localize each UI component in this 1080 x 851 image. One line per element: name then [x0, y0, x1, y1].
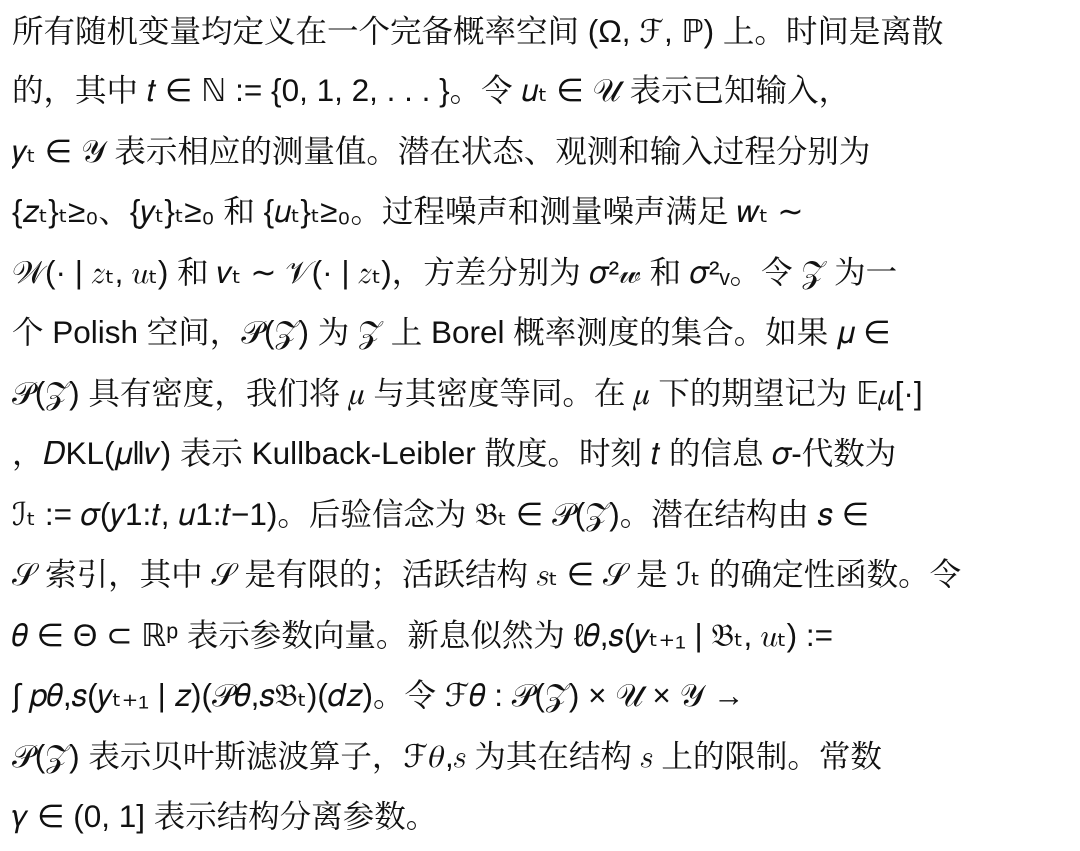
line-text: {𝑧ₜ}ₜ≥₀、{𝑦ₜ}ₜ≥₀ 和 {𝑢ₜ}ₜ≥₀。过程噪声和测量噪声满足 𝑤ₜ ∼: [12, 193, 804, 229]
line-text: 的，其中 𝑡 ∈ ℕ := {0, 1, 2, . . . }。令 𝑢ₜ ∈ 𝒰 表示已知输入，: [12, 72, 851, 108]
line-text: 𝒲(· | 𝑧ₜ, 𝑢ₜ) 和 𝑣ₜ ∼ 𝒱(· | 𝑧ₜ)，方差分别为 𝜎²𝓌 和 𝜎²ᵥ。令 𝒵 为一: [12, 253, 898, 290]
text-line: [12, 302, 1066, 363]
text-line: [12, 544, 1066, 605]
text-line: [12, 786, 1066, 847]
text-line: [12, 423, 1066, 484]
notation-paragraph: [12, 2, 1066, 847]
line-text: 𝒫(𝒵) 表示贝叶斯滤波算子，ℱ𝜃,𝑠 为其在结构 𝑠 上的限制。常数: [12, 737, 882, 774]
line-text: 𝛾 ∈ (0, 1] 表示结构分离参数。: [12, 798, 438, 834]
text-line: [12, 2, 1066, 60]
text-line: [12, 121, 1066, 182]
line-text: 所有随机变量均定义在一个完备概率空间 (Ω, ℱ, ℙ) 上。时间是离散: [12, 13, 944, 49]
line-text: 𝒫(𝒵) 具有密度，我们将 𝜇 与其密度等同。在 𝜇 下的期望记为 𝔼𝜇[·]: [12, 374, 923, 411]
line-text: ℐₜ := 𝜎(𝑦1:𝑡, 𝑢1:𝑡−1)。后验信念为 𝔅ₜ ∈ 𝒫(𝒵)。潜在结构由 𝑠 ∈: [12, 495, 870, 532]
text-line: [12, 605, 1066, 666]
text-line: [12, 242, 1066, 303]
text-line: [12, 60, 1066, 121]
line-text: ∫ 𝑝𝜃,𝑠(𝑦ₜ₊₁ | 𝑧)(𝒫𝜃,𝑠𝔅ₜ)(𝑑𝑧)。令 ℱ𝜃 : 𝒫(𝒵) × 𝒰 × 𝒴 →: [12, 677, 745, 713]
text-line: [12, 181, 1066, 242]
line-text: 个 Polish 空间，𝒫(𝒵) 为 𝒵 上 Borel 概率测度的集合。如果 𝜇 ∈: [12, 314, 891, 350]
line-text: 𝑦ₜ ∈ 𝒴 表示相应的测量值。潜在状态、观测和输入过程分别为: [12, 132, 871, 169]
line-text: 𝒮 索引，其中 𝒮 是有限的；活跃结构 𝑠ₜ ∈ 𝒮 是 ℐₜ 的确定性函数。令: [12, 556, 962, 592]
text-line: [12, 363, 1066, 424]
line-text: 𝜃 ∈ Θ ⊂ ℝᵖ 表示参数向量。新息似然为 ℓ𝜃,𝑠(𝑦ₜ₊₁ | 𝔅ₜ, 𝑢ₜ) :=: [12, 616, 834, 653]
text-line: [12, 726, 1066, 787]
text-line: [12, 665, 1066, 726]
line-text: ，𝐷KL(𝜇‖𝜈) 表示 Kullback-Leibler 散度。时刻 𝑡 的信息 𝜎-代数为: [12, 435, 897, 471]
text-line: [12, 484, 1066, 545]
